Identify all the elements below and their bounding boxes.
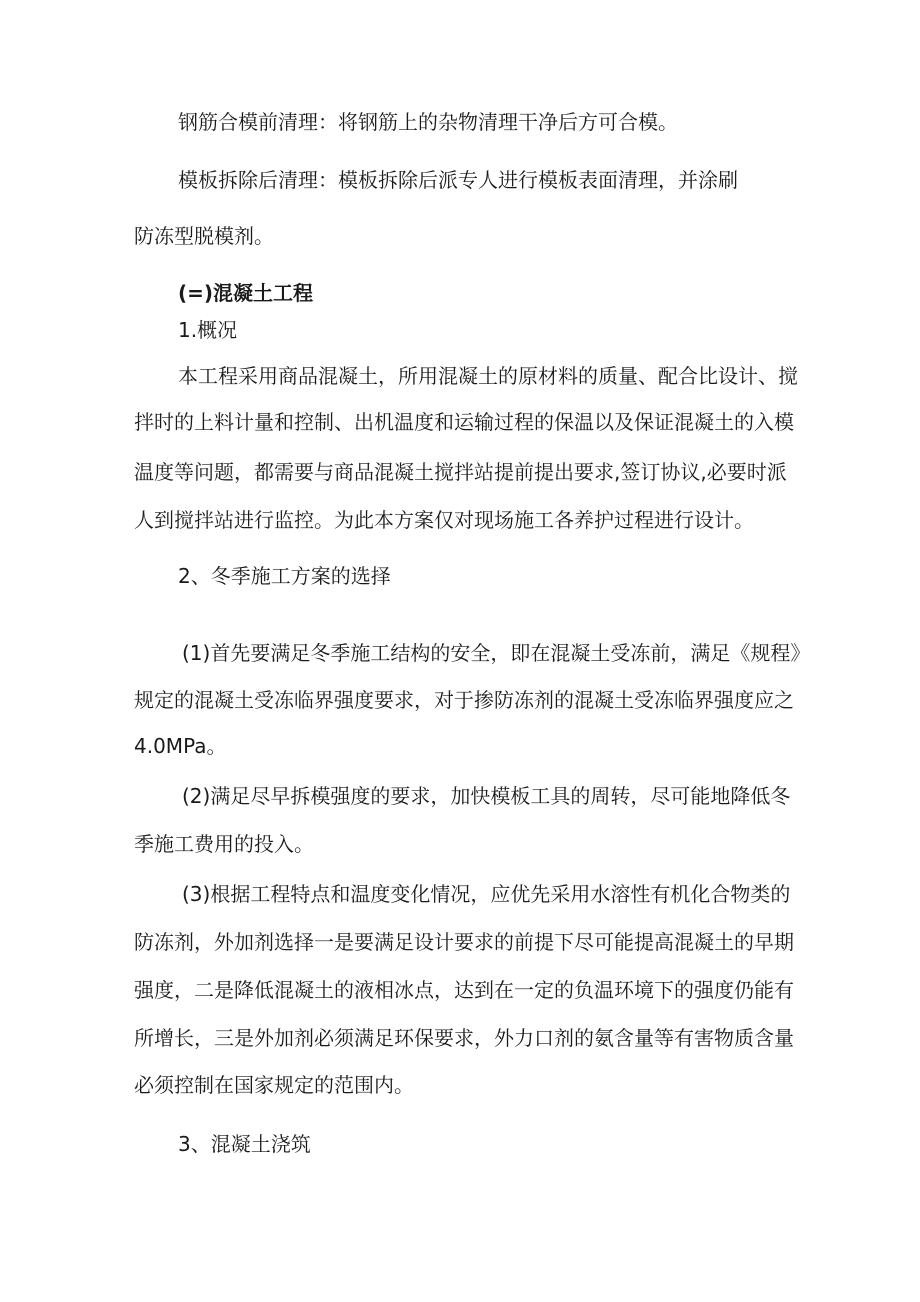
paragraph-formwork-cleaning-line2: 防冻型脱模剂。 bbox=[134, 224, 274, 248]
paragraph-overview-line3: 温度等问题，都需要与商品混凝土搅拌站提前提出要求,签订协议,必要时派 bbox=[134, 460, 787, 484]
subheading-winter-plan: 2、冬季施工方案的选择 bbox=[178, 564, 391, 588]
paragraph-point3-line5: 必须控制在国家规定的范围内。 bbox=[134, 1073, 414, 1097]
section-heading-concrete-works: (=)混凝土工程 bbox=[178, 281, 314, 305]
paragraph-point2-line2: 季施工费用的投入。 bbox=[134, 832, 314, 856]
paragraph-point1-line2: 规定的混凝土受冻临界强度要求，对于掺防冻剂的混凝土受冻临界强度应之 bbox=[134, 688, 794, 712]
paragraph-formwork-cleaning-line1: 模板拆除后清理：模板拆除后派专人进行模板表面清理，并涂刷 bbox=[178, 168, 738, 192]
paragraph-point1-line1: (1)首先要满足冬季施工结构的安全，即在混凝土受冻前，满足《规程》 bbox=[182, 641, 811, 665]
paragraph-point3-line1: (3)根据工程特点和温度变化情况，应优先采用水溶性有机化合物类的 bbox=[182, 882, 791, 906]
paragraph-point3-line3: 强度，二是降低混凝土的液相冰点，达到在一定的负温环境下的强度仍能有 bbox=[134, 978, 794, 1002]
paragraph-point1-line3: 4.0MPa。 bbox=[134, 734, 227, 758]
subheading-concrete-pouring: 3、混凝土浇筑 bbox=[178, 1132, 311, 1156]
paragraph-point3-line4: 所增长，三是外加剂必须满足环保要求，外力口剂的氨含量等有害物质含量 bbox=[134, 1026, 794, 1050]
paragraph-point2-line1: (2)满足尽早拆模强度的要求，加快模板工具的周转，尽可能地降低冬 bbox=[182, 784, 791, 808]
paragraph-overview-line4: 人到搅拌站进行监控。为此本方案仅对现场施工各养护过程进行设计。 bbox=[134, 508, 754, 532]
paragraph-rebar-cleaning: 钢筋合模前清理：将钢筋上的杂物清理干净后方可合模。 bbox=[178, 110, 678, 134]
paragraph-overview-line2: 拌时的上料计量和控制、出机温度和运输过程的保温以及保证混凝土的入模 bbox=[134, 410, 794, 434]
subheading-overview: 1.概况 bbox=[178, 318, 238, 342]
paragraph-point3-line2: 防冻剂，外加剂选择一是要满足设计要求的前提下尽可能提高混凝土的早期 bbox=[134, 930, 794, 954]
paragraph-overview-line1: 本工程采用商品混凝土，所用混凝土的原材料的质量、配合比设计、搅 bbox=[178, 364, 798, 388]
